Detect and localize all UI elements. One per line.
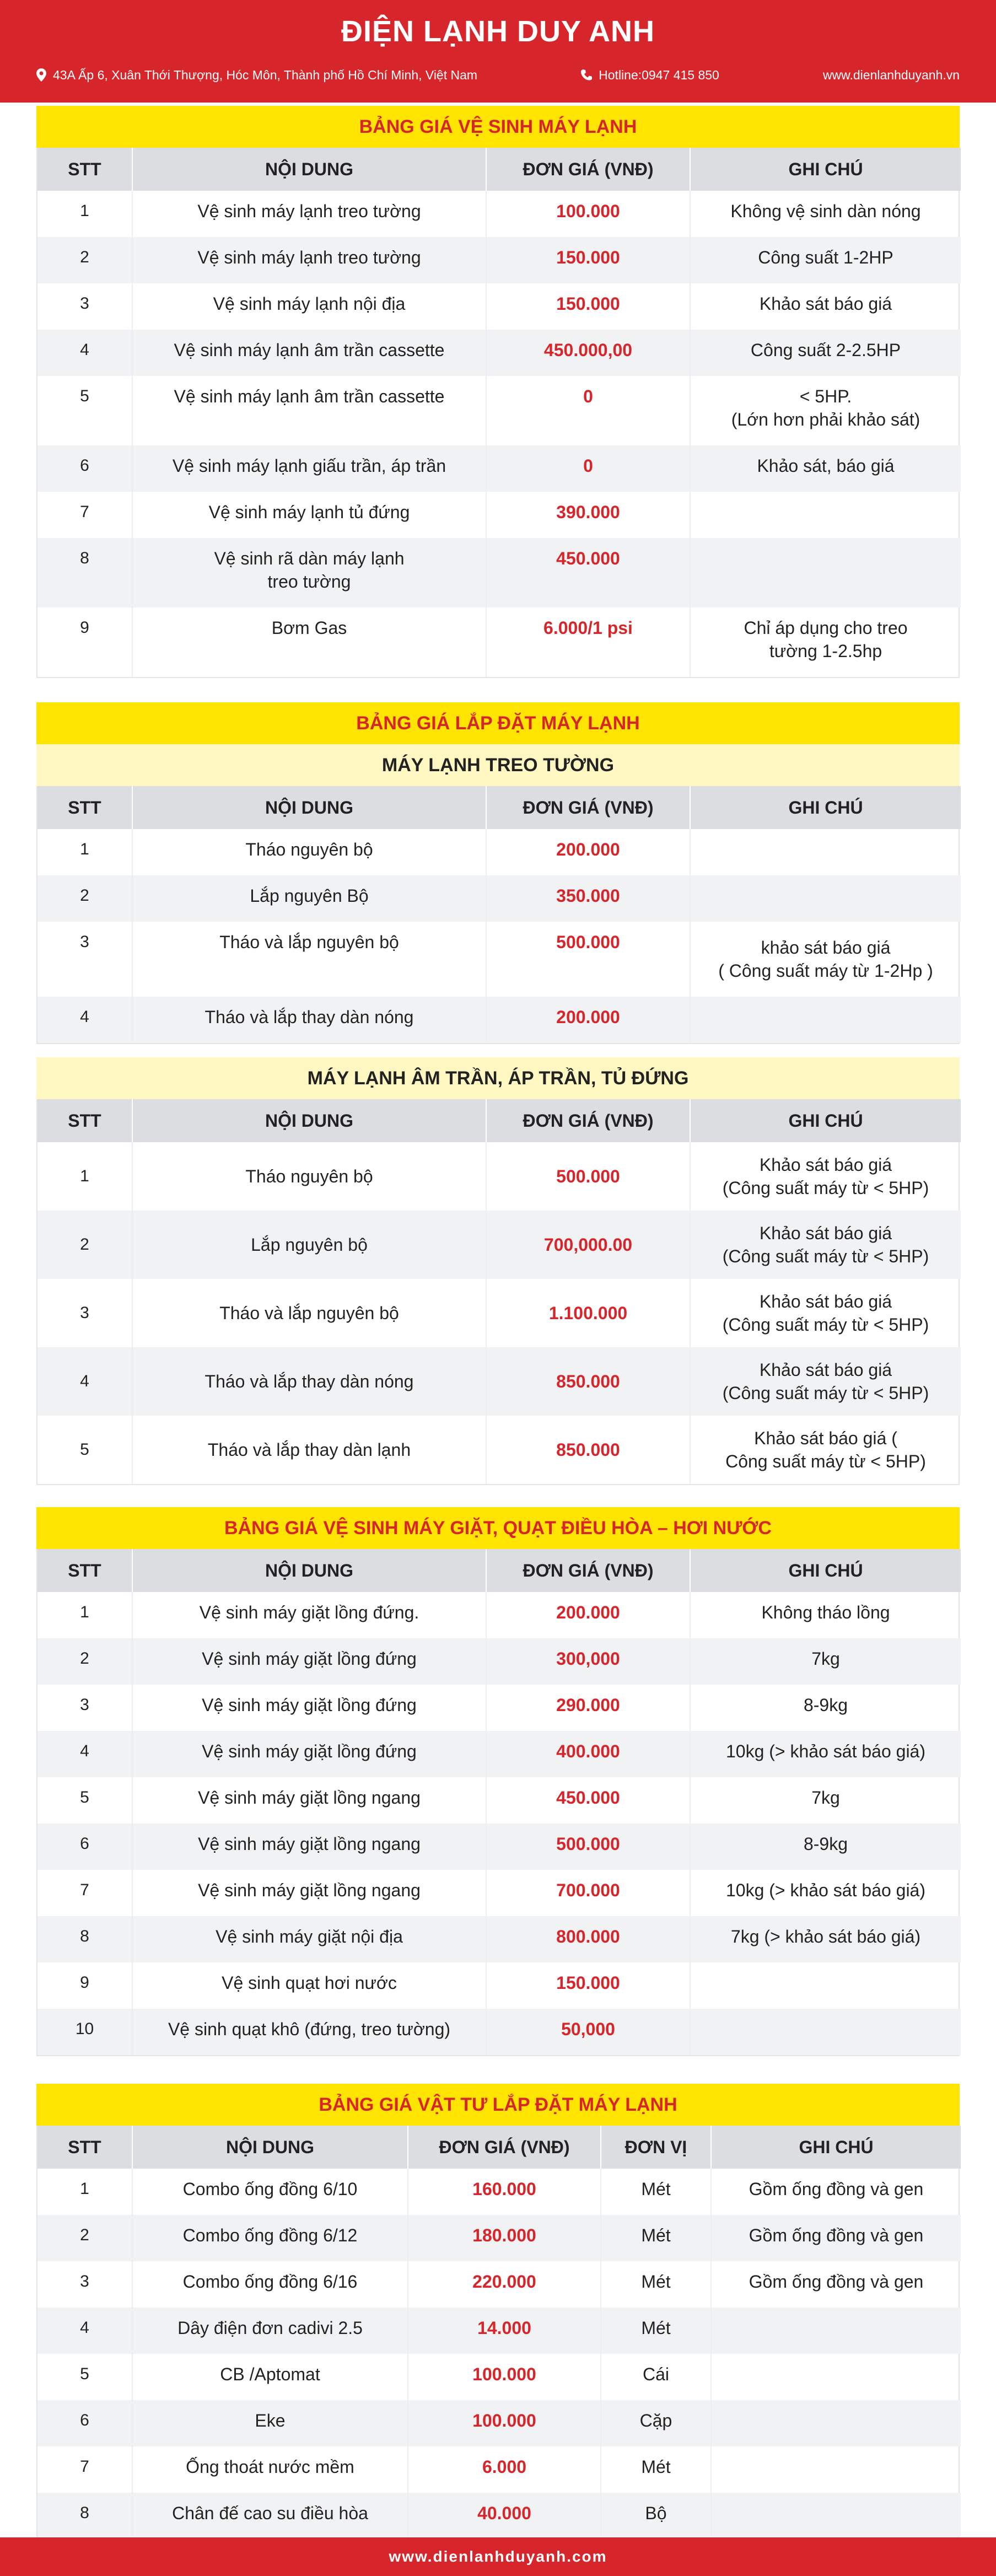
- row-note: [690, 492, 961, 538]
- address-text: 43A Ấp 6, Xuân Thới Thượng, Hóc Môn, Thành phố Hồ Chí Minh, Việt Nam: [53, 67, 478, 82]
- row-index: 5: [80, 387, 89, 405]
- row-content: Vệ sinh máy giặt lồng đứng: [132, 1638, 486, 1685]
- row-index: 4: [37, 330, 132, 376]
- ceiling-ac-install-table: [37, 1099, 961, 1484]
- table-row: [37, 283, 961, 330]
- row-content: Lắp nguyên bộ: [132, 1211, 486, 1279]
- row-unit: Mét: [601, 2169, 711, 2215]
- row-price: 100.000: [486, 191, 690, 237]
- row-price: 500.000: [486, 922, 690, 997]
- row-content: Tháo và lắp nguyên bộ: [132, 1279, 486, 1347]
- row-note: 10kg (> khảo sát báo giá): [690, 1870, 961, 1916]
- row-index: 1: [80, 202, 89, 220]
- row-note: Gồm ống đồng và gen: [711, 2169, 961, 2215]
- col-content: NỘI DUNG: [132, 1549, 486, 1592]
- table-row: [37, 1731, 961, 1777]
- table-row: [37, 2308, 961, 2354]
- row-index: 6: [37, 445, 132, 492]
- table-row: [37, 445, 961, 492]
- table-row: [37, 2446, 961, 2493]
- row-index: 3: [80, 2272, 89, 2290]
- row-note: Khảo sát báo giá (Công suất máy từ < 5HP): [690, 1279, 961, 1347]
- row-note: [711, 2493, 961, 2539]
- col-content: NỘI DUNG: [132, 148, 486, 191]
- row-note: [711, 2446, 961, 2493]
- table-row: [37, 237, 961, 283]
- row-note: 7kg: [690, 1777, 961, 1824]
- row-note: Không tháo lồng: [690, 1592, 961, 1638]
- row-content: Ống thoát nước mềm: [132, 2446, 408, 2493]
- col-price: ĐƠN GIÁ (VNĐ): [486, 1549, 690, 1592]
- row-price: 300,000: [486, 1638, 690, 1685]
- table-row: [37, 1777, 961, 1824]
- row-note: [690, 875, 961, 922]
- row-content: Vệ sinh máy lạnh âm trần cassette: [132, 330, 486, 376]
- col-price: ĐƠN GIÁ (VNĐ): [408, 2126, 601, 2169]
- table-row: [37, 2009, 961, 2055]
- table-row: [37, 2400, 961, 2446]
- row-content: Vệ sinh máy giặt lồng đứng.: [132, 1592, 486, 1638]
- row-note: Khảo sát báo giá (Công suất máy từ < 5HP): [690, 1211, 961, 1279]
- row-price: 850.000: [486, 1347, 690, 1416]
- col-content: NỘI DUNG: [132, 786, 486, 829]
- table-row: [37, 1870, 961, 1916]
- row-unit: Mét: [601, 2215, 711, 2261]
- row-note: 8-9kg: [690, 1685, 961, 1731]
- row-index: 2: [37, 1211, 132, 1279]
- col-stt: STT: [37, 1099, 132, 1142]
- row-price: 40.000: [408, 2493, 601, 2539]
- row-index: 7: [80, 503, 89, 521]
- row-index: 4: [37, 1347, 132, 1416]
- row-content: Eke: [132, 2400, 408, 2446]
- row-price: 0: [486, 445, 690, 492]
- table-row: [37, 829, 961, 875]
- brand-title: ĐIỆN LẠNH DUY ANH: [341, 15, 655, 48]
- row-price: 160.000: [408, 2169, 601, 2215]
- row-note: [690, 829, 961, 875]
- row-price: 700,000.00: [486, 1211, 690, 1279]
- table-row: [37, 2169, 961, 2215]
- table-row: [37, 2261, 961, 2308]
- table-row: [37, 1962, 961, 2009]
- row-price: 450.000: [486, 1777, 690, 1824]
- row-content: Combo ống đồng 6/16: [132, 2261, 408, 2308]
- row-price: 50,000: [486, 2009, 690, 2055]
- row-price: 500.000: [486, 1142, 690, 1211]
- row-content: Vệ sinh máy lạnh tủ đứng: [132, 492, 486, 538]
- row-note: [711, 2354, 961, 2400]
- row-unit: Mét: [601, 2308, 711, 2354]
- row-price: 450.000,00: [486, 330, 690, 376]
- row-price: 200.000: [486, 1592, 690, 1638]
- table-row: [37, 191, 961, 237]
- row-price: 0: [486, 376, 690, 445]
- row-index: 10: [37, 2009, 132, 2055]
- col-price: ĐƠN GIÁ (VNĐ): [486, 1099, 690, 1142]
- row-price: 100.000: [408, 2400, 601, 2446]
- table-row: [37, 330, 961, 376]
- row-content: Vệ sinh máy lạnh giấu trần, áp trần: [132, 445, 486, 492]
- col-price: ĐƠN GIÁ (VNĐ): [486, 786, 690, 829]
- row-note: [690, 538, 961, 607]
- row-price: 350.000: [486, 875, 690, 922]
- row-index: 6: [37, 2400, 132, 2446]
- row-note: khảo sát báo giá ( Công suất máy từ 1-2Hp ): [690, 922, 961, 997]
- row-content: Combo ống đồng 6/10: [132, 2169, 408, 2215]
- col-note: GHI CHÚ: [690, 1099, 961, 1142]
- row-price: 150.000: [486, 283, 690, 330]
- row-price: 200.000: [486, 829, 690, 875]
- ac-install-section: [36, 702, 960, 1485]
- col-content: NỘI DUNG: [132, 2126, 408, 2169]
- table-row: [37, 607, 961, 677]
- table-row: [37, 1685, 961, 1731]
- row-index: 5: [80, 1788, 89, 1806]
- row-index: 3: [80, 1304, 89, 1322]
- row-content: Vệ sinh máy giặt lồng ngang: [132, 1777, 486, 1824]
- row-index: 4: [37, 1731, 132, 1777]
- row-content: Tháo và lắp thay dàn nóng: [132, 1347, 486, 1416]
- row-note: 7kg (> khảo sát báo giá): [690, 1916, 961, 1962]
- page-header: [0, 0, 996, 103]
- row-price: 100.000: [408, 2354, 601, 2400]
- row-content: Vệ sinh máy lạnh treo tường: [132, 191, 486, 237]
- row-note: Công suất 1-2HP: [690, 237, 961, 283]
- hotline-item[interactable]: [581, 68, 719, 83]
- row-unit: Bộ: [601, 2493, 711, 2539]
- row-price: 450.000: [486, 538, 690, 607]
- row-content: Lắp nguyên Bộ: [132, 875, 486, 922]
- table-row: [37, 922, 961, 997]
- row-index: 7: [80, 2457, 89, 2476]
- row-note: Gồm ống đồng và gen: [711, 2261, 961, 2308]
- row-index: 1: [80, 2180, 89, 2198]
- table-row: [37, 376, 961, 445]
- row-content: Chân đế cao su điều hòa: [132, 2493, 408, 2539]
- ac-cleaning-section: [36, 106, 960, 678]
- row-content: Combo ống đồng 6/12: [132, 2215, 408, 2261]
- row-index: 8: [37, 2493, 132, 2539]
- row-price: 850.000: [486, 1416, 690, 1484]
- row-note: [690, 2009, 961, 2055]
- row-unit: Mét: [601, 2261, 711, 2308]
- row-index: 9: [80, 1973, 89, 1992]
- table-row: [37, 1416, 961, 1484]
- row-price: 220.000: [408, 2261, 601, 2308]
- website-link[interactable]: [823, 68, 960, 83]
- row-index: 9: [80, 619, 89, 637]
- row-content: Vệ sinh máy giặt lồng đứng: [132, 1731, 486, 1777]
- table-row: [37, 492, 961, 538]
- table-row: [37, 1279, 961, 1347]
- row-index: 1: [80, 840, 89, 858]
- row-note: Khảo sát báo giá (Công suất máy từ < 5HP): [690, 1142, 961, 1211]
- ac-cleaning-table: [37, 148, 961, 677]
- contact-bar: [36, 65, 960, 85]
- row-content: Dây điện đơn cadivi 2.5: [132, 2308, 408, 2354]
- row-note: Gồm ống đồng và gen: [711, 2215, 961, 2261]
- row-index: 5: [80, 1440, 89, 1459]
- subsection-title: MÁY LẠNH ÂM TRẦN, ÁP TRẦN, TỦ ĐỨNG: [36, 1057, 960, 1099]
- table-row: [37, 538, 961, 607]
- col-stt: STT: [37, 148, 132, 191]
- wall-ac-install-table: [37, 786, 961, 1043]
- row-index: 4: [37, 997, 132, 1043]
- location-pin-icon: [36, 68, 46, 82]
- row-index: 5: [80, 2365, 89, 2383]
- row-content: Bơm Gas: [132, 607, 486, 677]
- row-index: 1: [80, 1603, 89, 1621]
- row-note: Không vệ sinh dàn nóng: [690, 191, 961, 237]
- row-price: 200.000: [486, 997, 690, 1043]
- row-price: 1.100.000: [486, 1279, 690, 1347]
- row-price: 14.000: [408, 2308, 601, 2354]
- row-content: Tháo nguyên bộ: [132, 1142, 486, 1211]
- row-content: Tháo và lắp thay dàn lạnh: [132, 1416, 486, 1484]
- col-stt: STT: [37, 786, 132, 829]
- row-unit: Cặp: [601, 2400, 711, 2446]
- row-note: Công suất 2-2.5HP: [690, 330, 961, 376]
- col-note: GHI CHÚ: [711, 2126, 961, 2169]
- section-title: BẢNG GIÁ VẬT TƯ LẮP ĐẶT MÁY LẠNH: [36, 2084, 960, 2126]
- washer-cleaning-table: [37, 1549, 961, 2055]
- row-note: Chỉ áp dụng cho treo tường 1-2.5hp: [690, 607, 961, 677]
- section-title: BẢNG GIÁ VỆ SINH MÁY LẠNH: [36, 106, 960, 148]
- table-row: [37, 1916, 961, 1962]
- table-row: [37, 1142, 961, 1211]
- row-content: Tháo và lắp nguyên bộ: [132, 922, 486, 997]
- row-price: 800.000: [486, 1916, 690, 1962]
- row-content: Vệ sinh máy giặt nội địa: [132, 1916, 486, 1962]
- row-price: 6.000/1 psi: [486, 607, 690, 677]
- hotline-text: Hotline:0947 415 850: [599, 67, 719, 82]
- row-price: 290.000: [486, 1685, 690, 1731]
- row-index: 2: [37, 237, 132, 283]
- phone-icon: [581, 69, 592, 81]
- row-index: 4: [37, 2308, 132, 2354]
- row-note: < 5HP. (Lớn hơn phải khảo sát): [690, 376, 961, 445]
- row-note: [690, 997, 961, 1043]
- row-note: [711, 2308, 961, 2354]
- materials-table: [37, 2126, 961, 2539]
- section-title: BẢNG GIÁ VỆ SINH MÁY GIẶT, QUẠT ĐIỀU HÒA – HƠI NƯỚC: [36, 1507, 960, 1549]
- row-content: Vệ sinh máy lạnh treo tường: [132, 237, 486, 283]
- row-unit: Cái: [601, 2354, 711, 2400]
- washer-cleaning-section: [36, 1507, 960, 2056]
- address-item: [36, 68, 477, 83]
- row-index: 2: [37, 1638, 132, 1685]
- table-row: [37, 2354, 961, 2400]
- row-price: 6.000: [408, 2446, 601, 2493]
- row-index: 2: [37, 2215, 132, 2261]
- col-content: NỘI DUNG: [132, 1099, 486, 1142]
- row-content: Vệ sinh quạt khô (đứng, treo tường): [132, 2009, 486, 2055]
- row-note: [690, 1962, 961, 2009]
- row-note: Khảo sát báo giá ( Công suất máy từ < 5HP): [690, 1416, 961, 1484]
- row-index: 7: [80, 1881, 89, 1899]
- row-content: Vệ sinh rã dàn máy lạnh treo tường: [132, 538, 486, 607]
- row-content: Vệ sinh quạt hơi nước: [132, 1962, 486, 2009]
- row-index: 3: [80, 933, 89, 951]
- row-index: 8: [37, 538, 132, 607]
- row-content: Vệ sinh máy giặt lồng ngang: [132, 1870, 486, 1916]
- row-note: Khảo sát báo giá (Công suất máy từ < 5HP): [690, 1347, 961, 1416]
- row-price: 700.000: [486, 1870, 690, 1916]
- row-price: 400.000: [486, 1731, 690, 1777]
- row-note: 7kg: [690, 1638, 961, 1685]
- row-content: Vệ sinh máy giặt lồng ngang: [132, 1824, 486, 1870]
- subsection-title: MÁY LẠNH TREO TƯỜNG: [36, 744, 960, 786]
- col-note: GHI CHÚ: [690, 148, 961, 191]
- row-unit: Mét: [601, 2446, 711, 2493]
- row-price: 150.000: [486, 1962, 690, 2009]
- table-row: [37, 1211, 961, 1279]
- row-index: 6: [37, 1824, 132, 1870]
- website-text: www.dienlanhduyanh.vn: [822, 67, 960, 82]
- table-row: [37, 1592, 961, 1638]
- row-price: 180.000: [408, 2215, 601, 2261]
- table-row: [37, 875, 961, 922]
- footer-website-link[interactable]: www.dienlanhduyanh.com: [0, 2537, 996, 2576]
- table-row: [37, 1347, 961, 1416]
- col-note: GHI CHÚ: [690, 786, 961, 829]
- row-price: 500.000: [486, 1824, 690, 1870]
- row-note: Khảo sát báo giá: [690, 283, 961, 330]
- table-row: [37, 1824, 961, 1870]
- row-note: [711, 2400, 961, 2446]
- row-content: Tháo nguyên bộ: [132, 829, 486, 875]
- row-content: Vệ sinh máy lạnh âm trần cassette: [132, 376, 486, 445]
- materials-section: [36, 2084, 960, 2540]
- row-index: 2: [37, 875, 132, 922]
- row-index: 3: [80, 294, 89, 313]
- table-row: [37, 2215, 961, 2261]
- col-stt: STT: [37, 1549, 132, 1592]
- col-unit: ĐƠN VỊ: [601, 2126, 711, 2169]
- table-row: [37, 997, 961, 1043]
- row-note: 10kg (> khảo sát báo giá): [690, 1731, 961, 1777]
- row-content: Tháo và lắp thay dàn nóng: [132, 997, 486, 1043]
- row-note: 8-9kg: [690, 1824, 961, 1870]
- col-note: GHI CHÚ: [690, 1549, 961, 1592]
- row-content: Vệ sinh máy lạnh nội địa: [132, 283, 486, 330]
- row-note: Khảo sát, báo giá: [690, 445, 961, 492]
- col-price: ĐƠN GIÁ (VNĐ): [486, 148, 690, 191]
- table-row: [37, 1638, 961, 1685]
- row-content: Vệ sinh máy giặt lồng đứng: [132, 1685, 486, 1731]
- col-stt: STT: [37, 2126, 132, 2169]
- table-row: [37, 2493, 961, 2539]
- row-index: 1: [80, 1167, 89, 1185]
- row-index: 8: [37, 1916, 132, 1962]
- row-index: 3: [80, 1696, 89, 1714]
- section-title: BẢNG GIÁ LẮP ĐẶT MÁY LẠNH: [36, 702, 960, 744]
- row-content: CB /Aptomat: [132, 2354, 408, 2400]
- row-price: 150.000: [486, 237, 690, 283]
- row-price: 390.000: [486, 492, 690, 538]
